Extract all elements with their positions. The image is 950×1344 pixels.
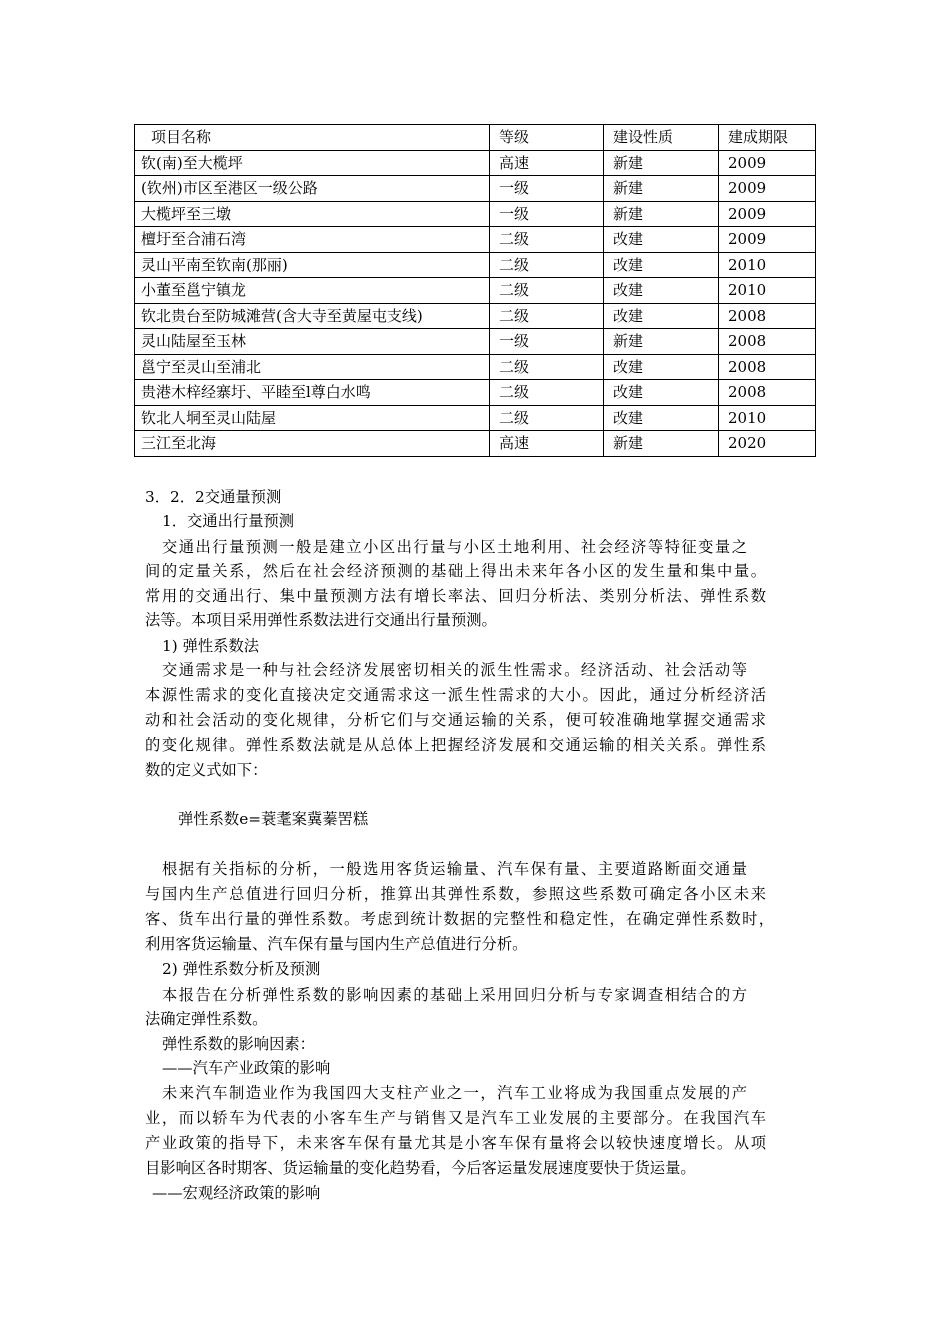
table-cell: 高速 xyxy=(490,431,604,457)
table-row xyxy=(135,227,816,253)
paragraph-line: 与国内生产总值进行回归分析，推算出其弹性系数，参照这些系数可确定各小区未来 xyxy=(145,885,766,903)
paragraph-line: 根据有关指标的分析，一般选用客货运输量、汽车保有量、主要道路断面交通量 xyxy=(162,860,747,878)
table-header-cell: 项目名称 xyxy=(135,125,490,151)
table-row xyxy=(135,278,816,304)
table-cell: 新建 xyxy=(604,176,719,202)
table-cell: 改建 xyxy=(604,252,719,278)
table-row xyxy=(135,176,816,202)
table-cell: 新建 xyxy=(604,150,719,176)
table-row xyxy=(135,354,816,380)
section-heading: 3．2．2交通量预测 xyxy=(145,488,282,506)
table-cell: 改建 xyxy=(604,405,719,431)
table-cell: 2008 xyxy=(719,380,816,406)
table-row xyxy=(135,303,816,329)
table-cell: 新建 xyxy=(604,201,719,227)
table-cell: 改建 xyxy=(604,354,719,380)
table-cell: 三江至北海 xyxy=(135,431,490,457)
paragraph-line: 交通需求是一种与社会经济发展密切相关的派生性需求。经济活动、社会活动等 xyxy=(162,661,747,679)
project-table xyxy=(134,124,816,457)
table-cell: 二级 xyxy=(490,405,604,431)
paragraph-line: 间的定量关系，然后在社会经济预测的基础上得出未来年各小区的发生量和集中量。 xyxy=(145,562,766,580)
table-cell: 钦(南)至大榄坪 xyxy=(135,150,490,176)
table-cell: 2008 xyxy=(719,303,816,329)
paragraph-line: 业，而以轿车为代表的小客车生产与销售又是汽车工业发展的主要部分。在我国汽车 xyxy=(145,1109,766,1127)
table-row xyxy=(135,431,816,457)
factor-heading: ——汽车产业政策的影响 xyxy=(162,1059,331,1077)
paragraph-line: 弹性系数的影响因素： xyxy=(162,1035,315,1053)
table-header-cell: 等级 xyxy=(490,125,604,151)
table-row xyxy=(135,329,816,355)
table-header-cell: 建成期限 xyxy=(719,125,816,151)
table-cell: 二级 xyxy=(490,278,604,304)
table-cell: 2009 xyxy=(719,150,816,176)
method-heading: 1) 弹性系数法 xyxy=(162,637,260,655)
table-row xyxy=(135,252,816,278)
table-cell: 新建 xyxy=(604,431,719,457)
table-cell: 贵港木梓经寨圩、平睦至l尊白水鸣 xyxy=(135,380,490,406)
paragraph-line: 产业政策的指导下，未来客车保有量尤其是小客车保有量将会以较快速度增长。从项 xyxy=(145,1134,766,1152)
table-header-cell: 建设性质 xyxy=(604,125,719,151)
table-cell: 灵山陆屋至玉林 xyxy=(135,329,490,355)
paragraph-line: 客、货车出行量的弹性系数。考虑到统计数据的完整性和稳定性，在确定弹性系数时， xyxy=(145,910,774,928)
table-cell: 新建 xyxy=(604,329,719,355)
table-cell: 改建 xyxy=(604,303,719,329)
table-cell: 2020 xyxy=(719,431,816,457)
paragraph-line: 法确定弹性系数。 xyxy=(145,1010,268,1028)
table-cell: 檀圩至合浦石湾 xyxy=(135,227,490,253)
table-cell: 改建 xyxy=(604,227,719,253)
table-cell: 高速 xyxy=(490,150,604,176)
table-cell: (钦州)市区至港区一级公路 xyxy=(135,176,490,202)
table-cell: 2009 xyxy=(719,176,816,202)
table-cell: 小董至邕宁镇龙 xyxy=(135,278,490,304)
table-cell: 钦北人垌至灵山陆屋 xyxy=(135,405,490,431)
table-cell: 2009 xyxy=(719,201,816,227)
table-row xyxy=(135,150,816,176)
table-cell: 2010 xyxy=(719,405,816,431)
paragraph-line: 交通出行量预测一般是建立小区出行量与小区土地利用、社会经济等特征变量之 xyxy=(162,538,747,556)
table-cell: 2010 xyxy=(719,252,816,278)
table-cell: 2008 xyxy=(719,354,816,380)
table-cell: 灵山平南至钦南(那丽) xyxy=(135,252,490,278)
paragraph-line: 本报告在分析弹性系数的影响因素的基础上采用回归分析与专家调查相结合的方 xyxy=(162,986,747,1004)
table-cell: 二级 xyxy=(490,380,604,406)
table-cell: 一级 xyxy=(490,176,604,202)
table-cell: 二级 xyxy=(490,227,604,253)
paragraph-line: 常用的交通出行、集中量预测方法有增长率法、回归分析法、类别分析法、弹性系数 xyxy=(145,587,766,605)
paragraph-line: 未来汽车制造业作为我国四大支柱产业之一，汽车工业将成为我国重点发展的产 xyxy=(162,1084,747,1102)
table-cell: 2009 xyxy=(719,227,816,253)
table-cell: 一级 xyxy=(490,201,604,227)
table-cell: 改建 xyxy=(604,278,719,304)
paragraph-line: 的变化规律。弹性系数法就是从总体上把握经济发展和交通运输的相关关系。弹性系 xyxy=(145,736,766,754)
table-cell: 二级 xyxy=(490,303,604,329)
paragraph-line: 法等。本项目采用弹性系数法进行交通出行量预测。 xyxy=(145,611,497,629)
method-heading: 2) 弹性系数分析及预测 xyxy=(162,960,321,978)
subsection-heading: 1．交通出行量预测 xyxy=(162,512,295,530)
paragraph-line: 本源性需求的变化直接决定交通需求这一派生性需求的大小。因此，通过分析经济活 xyxy=(145,686,766,704)
table-cell: 二级 xyxy=(490,354,604,380)
table-cell: 钦北贵台至防城滩营(含大寺至黄屋屯支线) xyxy=(135,303,490,329)
table-row xyxy=(135,201,816,227)
formula: 弹性系数e=蓑耄案冀蓁罟糕 xyxy=(178,810,369,828)
paragraph-line: 数的定义式如下： xyxy=(145,761,268,779)
table-cell: 二级 xyxy=(490,252,604,278)
table-cell: 一级 xyxy=(490,329,604,355)
paragraph-line: 动和社会活动的变化规律，分析它们与交通运输的关系，便可较准确地掌握交通需求 xyxy=(145,711,766,729)
table-cell: 2008 xyxy=(719,329,816,355)
table-row xyxy=(135,405,816,431)
factor-heading: ——宏观经济政策的影响 xyxy=(152,1184,321,1202)
table-header-row xyxy=(135,125,816,151)
table-cell: 2010 xyxy=(719,278,816,304)
table-cell: 大榄坪至三墩 xyxy=(135,201,490,227)
paragraph-line: 目影响区各时期客、货运输量的变化趋势看，今后客运量发展速度要快于货运量。 xyxy=(145,1159,696,1177)
paragraph-line: 利用客货运输量、汽车保有量与国内生产总值进行分析。 xyxy=(145,935,528,953)
table-cell: 改建 xyxy=(604,380,719,406)
table-cell: 邕宁至灵山至浦北 xyxy=(135,354,490,380)
table-row xyxy=(135,380,816,406)
